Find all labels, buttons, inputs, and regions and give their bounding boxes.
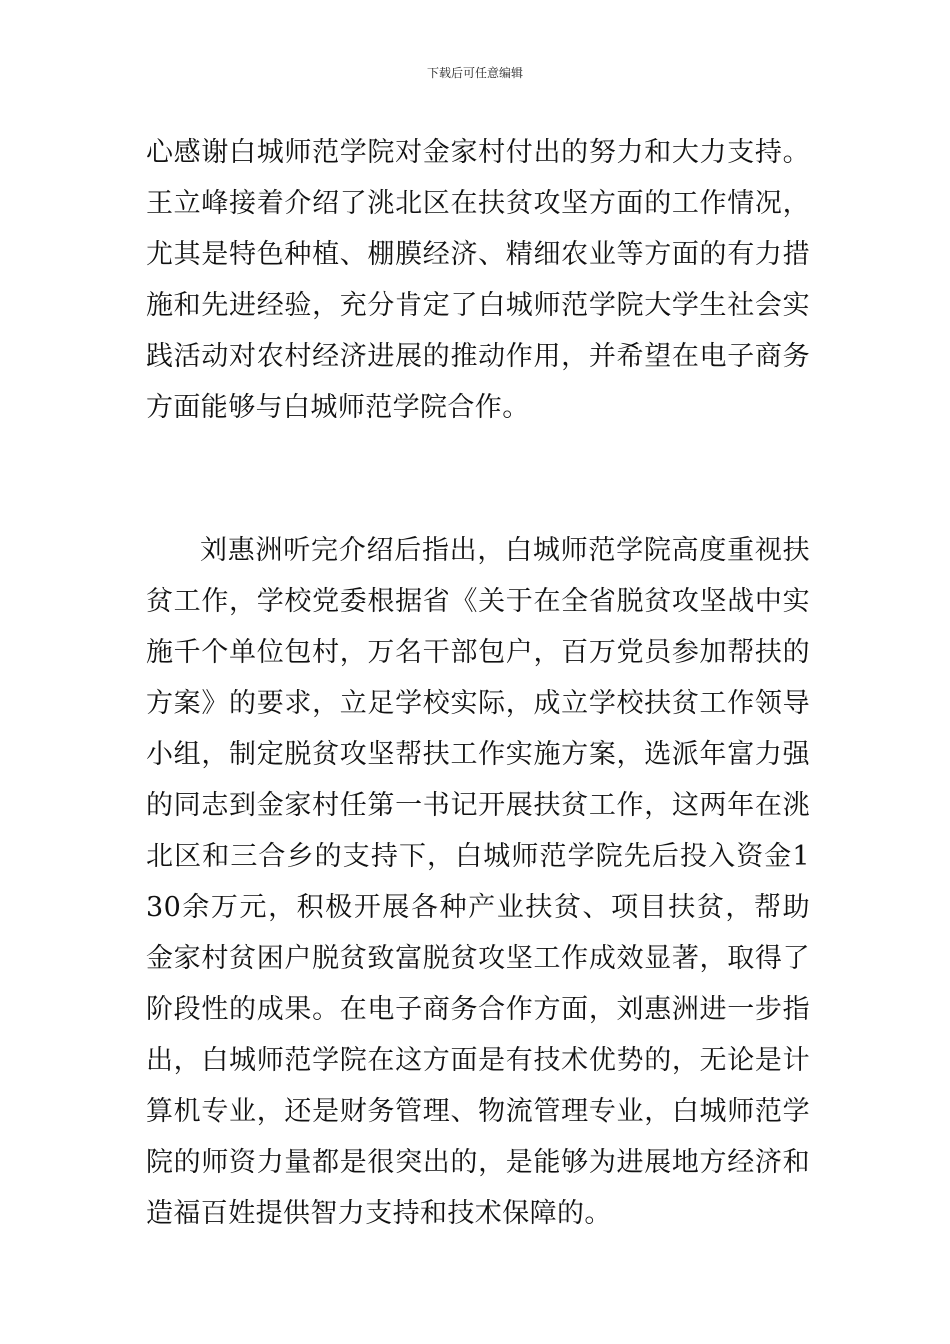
paragraph-1: 心感谢白城师范学院对金家村付出的努力和大力支持。王立峰接着介绍了洮北区在扶贫攻坚方面的工作情况，尤其是特色种植、棚膜经济、精细农业等方面的有力措施和先进经验，充分肯定了白城师范学院大学生社会实践活动对农村经济进展的推动作用，并希望在电子商务方面能够与白城师范学院合作。 <box>146 137 810 423</box>
paragraph-2: 刘惠洲听完介绍后指出，白城师范学院高度重视扶贫工作，学校党委根据省《关于在全省脱贫攻坚战中实施千个单位包村，万名干部包户，百万党员参加帮扶的方案》的要求，立足学校实际，成立学校扶贫工作领导小组，制定脱贫攻坚帮扶工作实施方案，选派年富力强的同志到金家村任第一书记开展扶贫工作，这两年在洮北区和三合乡的支持下，白城师范学院先后投入资金130余万元，积极开展各种产业扶贫、项目扶贫，帮助金家村贫困户脱贫致富脱贫攻坚工作成效显著，取得了阶段性的成果。在电子商务合作方面，刘惠洲进一步指出，白城师范学院在这方面是有技术优势的，无论是计算机专业，还是财务管理、物流管理专业，白城师范学院的师资力量都是很突出的，是能够为进展地方经济和造福百姓提供智力支持和技术保障的。 <box>146 535 810 1229</box>
page-header: 下载后可任意编辑 <box>426 66 523 80</box>
